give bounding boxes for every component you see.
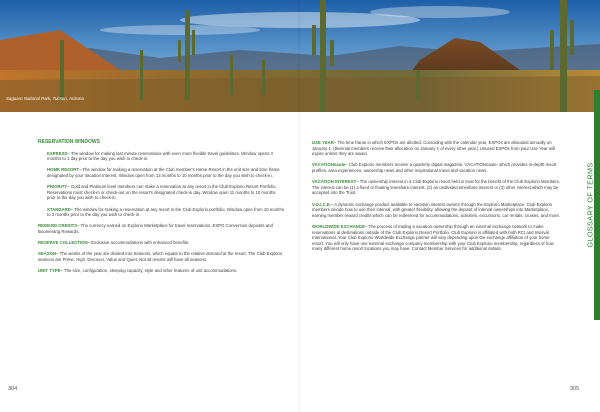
entry-term: USE YEAR– (312, 140, 337, 145)
entry-term: VACATIONnaute– (312, 162, 348, 168)
glossary-entry (312, 224, 562, 252)
entry-term: RESERVE COLLECTION– (38, 240, 90, 246)
glossary-entry (38, 240, 284, 246)
glossary-entry (312, 202, 562, 219)
right-column (312, 140, 562, 257)
page-number-left: 304 (8, 386, 18, 392)
side-tab-label: GLOSSARY OF TERMS (585, 162, 595, 248)
entry-text: Gold and Platinum level members can make a reservation at any resort in the Club Explorio Resort Portfolio. Reservations must check-in or check-out on the resort's designated check-in day. Window open 11 months to 10 months prior to the day you wish to check-in. (47, 184, 277, 201)
glossary-entry (38, 268, 284, 274)
entry-text: The window for making last minute reservations with even more flexible travel guidelines. Window opens 3 months to 1 day prior to the day you wish to check-in. (47, 150, 273, 162)
glossary-entry (47, 184, 284, 201)
glossary-entry (312, 162, 562, 173)
entry-text: The process of trading a vacation ownership through an external exchange network to make reservations at destinations outside of the Club Explorio Resort Portfolio. Club Explorio is affiliated with both RCI and Interval International. Your Club Explorio Worldwide Exchange partner will vary depending upon the exchange affiliation of your home resort. You will only have one external exchange company membership with your Club Explorio membership, regardless of how many different home resort locations you may have. Contact Member Services for additional details. (312, 223, 554, 252)
entry-text: Exclusive accommodations with enhanced benefits. (89, 240, 190, 246)
section-heading: RESERVATION WINDOWS (38, 139, 100, 145)
entry-term: WORLDWIDE EXCHANGE– (312, 223, 368, 229)
entry-term: PRIORITY– (47, 184, 70, 190)
entry-term: SEASON– (38, 251, 59, 257)
entry-term: V.O.I.C.E.– (312, 201, 334, 207)
entry-text: The window for making a reservation at any resort in the Club Explorio portfolio. Window open from 10 months to 3 months prior to the day you wish to check-in. (47, 206, 284, 218)
entry-term: REWARD CREDITS– (38, 223, 80, 229)
glossary-entry (312, 179, 562, 196)
entry-term: STANDARD– (47, 206, 74, 212)
glossary-entry (312, 140, 562, 157)
entry-term: VACATION INTEREST– (312, 179, 359, 185)
glossary-entry (47, 151, 284, 162)
entry-text: The currency earned on Explorio Marketplace for travel reservations, EXPO Conversion deposits and Boomerang Rewards. (38, 223, 273, 234)
side-tab-bar (594, 90, 600, 320)
left-column (38, 140, 284, 279)
entry-text: The weeks of the year are divided into Seasons, which equate to the relative demand at the resort. The Club Explorio seasons are Prime, High, Discover, Value and Quiet. Not all resorts will have all seasons. (38, 251, 283, 262)
entry-term: UNIT TYPE– (38, 268, 63, 274)
glossary-entry (38, 251, 284, 262)
entry-text: The time frame in which EXPOs are allotted. Coinciding with the calendar year, EXPOs are allocated annually on January 1. (Biennial members receive their allocation on January 1 of every other year.) Unused EXPOs from your Use Year will expire unless they are saved. (312, 140, 555, 157)
entry-text: The size, configuration, sleeping capacity, style and other features of unit accommodations. (62, 268, 238, 274)
page-number-right: 305 (570, 386, 580, 392)
glossary-entry (47, 207, 284, 218)
glossary-entry (47, 167, 284, 178)
entry-text: The ownership interest in a Club Explorio resort held in trust for the benefit of the Club Explorio Members. The interest can be (1) a fixed or floating timeshare interest, (2) an undivided timeshare interest or (3) other interest which may be accepted into the Trust. (312, 179, 561, 196)
entry-text: The window for making a reservation at the Club member's Home Resort in the unit size and time frame designated by your Vacation Interest. Window open from 13 months to 10 months prior to the day you wish to check-in. (47, 167, 280, 178)
glossary-entry (38, 223, 284, 234)
entry-term: HOME RESORT– (47, 167, 82, 173)
photo-caption: Saguaro National Park, Tucson, Arizona (6, 96, 84, 101)
entry-term: EXPRESS– (47, 150, 70, 156)
entry-text: A dynamic exchange product available to vacation interest owners through the Explorio Marketplace. Club Explorio members decide how to use their interval, with greater flexibility, allowing the deposit of interval ownerships into Marketplace, earning member reward credits which can be redeemed for accommodations, activities, excursions, car rentals, cruises, and more. (312, 201, 561, 218)
entry-text: Club Explorio members receive a quarterly digital magazine, VACATIONnaute, which provides in-depth resort profiles, area experiences, ownership news and other inspirational travel and vacation news. (312, 162, 557, 173)
page-gutter (298, 0, 302, 412)
